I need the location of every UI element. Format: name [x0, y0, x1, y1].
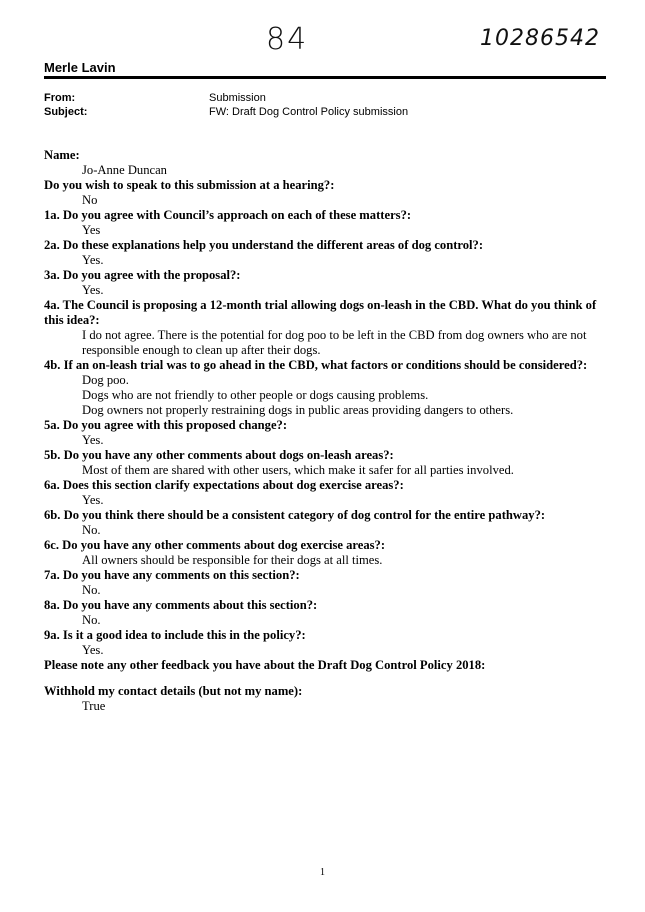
header-divider — [44, 76, 606, 79]
answer-line: Yes. — [82, 433, 104, 447]
subject-value: FW: Draft Dog Control Policy submission — [209, 106, 409, 118]
answer — [44, 613, 604, 628]
qa-item — [44, 238, 604, 268]
qa-item — [44, 568, 604, 598]
answer — [44, 553, 604, 568]
answer-line: Yes — [82, 223, 101, 237]
qa-item — [44, 684, 604, 714]
qa-item — [44, 658, 604, 684]
answer-line: No. — [82, 583, 101, 597]
answer — [44, 163, 604, 178]
answer — [44, 328, 604, 358]
question: 5b. Do you have any other comments about dogs on-leash areas?: — [44, 448, 394, 462]
answer — [44, 523, 604, 538]
answer-line: All owners should be responsible for their dogs at all times. — [82, 553, 383, 567]
answer-line: Dog poo. — [82, 373, 129, 387]
qa-item — [44, 298, 604, 358]
question: 9a. Is it a good idea to include this in the policy?: — [44, 628, 306, 642]
answer-line: Most of them are shared with other users, which make it safer for all parties involved. — [82, 463, 514, 477]
answer — [44, 223, 604, 238]
answer-line: Yes. — [82, 253, 104, 267]
qa-item — [44, 628, 604, 658]
qa-item — [44, 178, 604, 208]
question: Name: — [44, 148, 80, 162]
answer — [44, 283, 604, 298]
answer-line: Dog owners not properly restraining dogs in public areas providing dangers to others. — [82, 403, 514, 417]
question: Withhold my contact details (but not my name): — [44, 684, 303, 698]
answer — [44, 493, 604, 508]
answer — [44, 193, 604, 208]
answer-line: Jo-Anne Duncan — [82, 163, 167, 177]
subject-label: Subject: — [44, 106, 88, 118]
qa-item — [44, 358, 604, 418]
answer-line: True — [82, 699, 106, 713]
answer — [44, 253, 604, 268]
question: 8a. Do you have any comments about this section?: — [44, 598, 318, 612]
question: Please note any other feedback you have about the Draft Dog Control Policy 2018: — [44, 658, 486, 672]
from-label: From: — [44, 92, 76, 104]
question: 3a. Do you agree with the proposal?: — [44, 268, 241, 282]
qa-item — [44, 448, 604, 478]
author-name: Merle Lavin — [44, 60, 116, 75]
answer — [44, 699, 604, 714]
question: 1a. Do you agree with Council’s approach on each of these matters?: — [44, 208, 412, 222]
qa-item — [44, 268, 604, 298]
answer-line: No. — [82, 523, 101, 537]
question: 4b. If an on-leash trial was to go ahead in the CBD, what factors or conditions should be considered?: — [44, 358, 588, 372]
qa-item — [44, 598, 604, 628]
from-value: Submission — [209, 92, 266, 104]
question: 4a. The Council is proposing a 12-month trial allowing dogs on-leash in the CBD. What do you think of this idea?: — [44, 298, 597, 327]
question: 6b. Do you think there should be a consistent category of dog control for the entire pathway?: — [44, 508, 546, 522]
qa-item — [44, 538, 604, 568]
answer — [44, 673, 604, 684]
submission-body — [44, 148, 604, 714]
handwritten-reference-number: 10286542 — [480, 26, 600, 51]
question: 5a. Do you agree with this proposed change?: — [44, 418, 288, 432]
answer — [44, 463, 604, 478]
answer-line: No. — [82, 613, 101, 627]
qa-item — [44, 208, 604, 238]
answer — [44, 583, 604, 598]
answer-line: Yes. — [82, 643, 104, 657]
answer — [44, 433, 604, 448]
answer — [44, 373, 604, 418]
page-number: 1 — [320, 867, 325, 878]
qa-item — [44, 418, 604, 448]
answer-line: Yes. — [82, 493, 104, 507]
question: 2a. Do these explanations help you understand the different areas of dog control?: — [44, 238, 484, 252]
answer-line: No — [82, 193, 98, 207]
qa-item — [44, 478, 604, 508]
handwritten-page-mark: 84 — [266, 22, 309, 57]
answer — [44, 643, 604, 658]
answer-line: I do not agree. There is the potential for dog poo to be left in the CBD from dog owners who are not responsible enough to clean up after their dogs. — [82, 328, 587, 357]
qa-item — [44, 148, 604, 178]
question: 7a. Do you have any comments on this section?: — [44, 568, 300, 582]
answer-line: Yes. — [82, 283, 104, 297]
question: 6a. Does this section clarify expectations about dog exercise areas?: — [44, 478, 404, 492]
qa-item — [44, 508, 604, 538]
question: 6c. Do you have any other comments about dog exercise areas?: — [44, 538, 386, 552]
question: Do you wish to speak to this submission at a hearing?: — [44, 178, 335, 192]
answer-line: Dogs who are not friendly to other people or dogs causing problems. — [82, 388, 429, 402]
